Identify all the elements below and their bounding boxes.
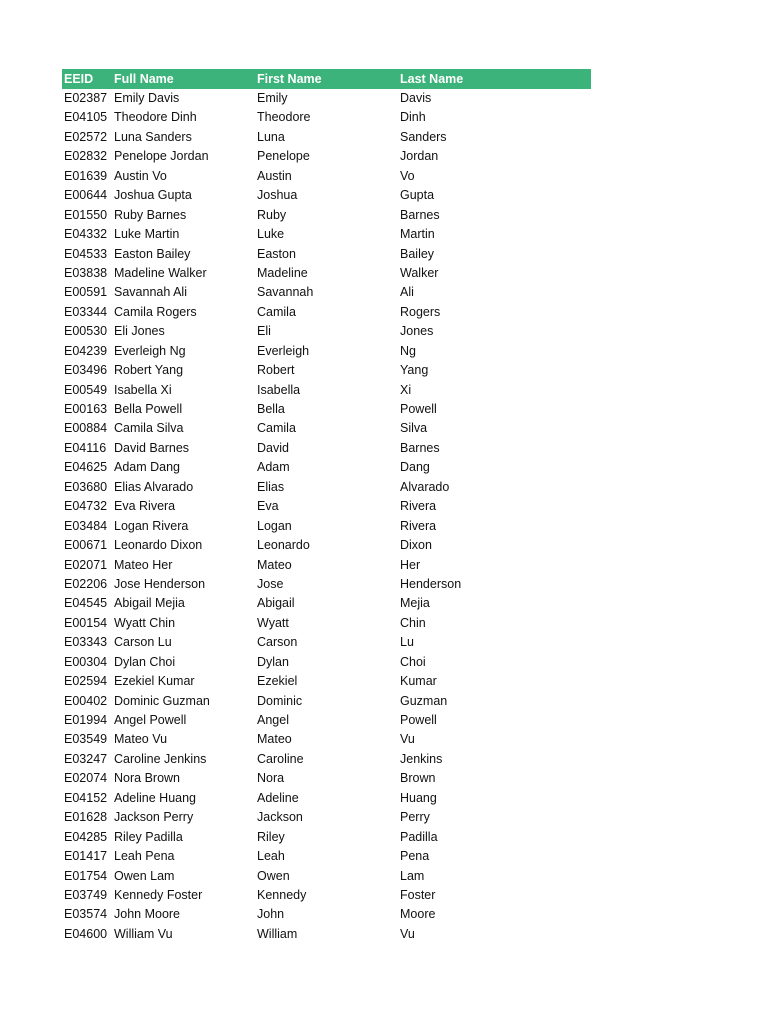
last-name-cell: Rivera [400, 499, 437, 514]
full-name-cell: Caroline Jenkins [114, 751, 207, 766]
first-name-cell: Wyatt [257, 615, 289, 630]
last-name-cell: Rivera [400, 518, 437, 533]
eeid-cell: E04625 [64, 460, 108, 475]
last-name-cell: Jones [400, 324, 434, 339]
first-name-cell: Theodore [257, 110, 311, 125]
eeid-cell: E04285 [64, 829, 108, 844]
eeid-cell: E04600 [64, 926, 108, 941]
eeid-cell: E01754 [64, 868, 108, 883]
header-first-name: First Name [255, 69, 398, 89]
full-name-cell: Madeline Walker [114, 265, 207, 280]
full-name-cell: Everleigh Ng [114, 343, 186, 358]
first-name-cell: Madeline [257, 265, 308, 280]
eeid-cell: E00671 [64, 538, 108, 553]
full-name-cell: Dominic Guzman [114, 693, 210, 708]
last-name-cell: Barnes [400, 207, 440, 222]
eeid-cell: E01550 [64, 207, 108, 222]
first-name-cell: David [257, 440, 289, 455]
eeid-cell: E04105 [64, 110, 108, 125]
full-name-cell: Ezekiel Kumar [114, 674, 195, 689]
last-name-cell: Padilla [400, 829, 438, 844]
eeid-cell: E02832 [64, 149, 108, 164]
full-name-cell: Camila Silva [114, 421, 184, 436]
last-name-cell: Vu [400, 926, 415, 941]
last-name-cell: Henderson [400, 576, 462, 591]
first-name-cell: Abigail [257, 596, 295, 611]
first-name-cell: Kennedy [257, 887, 307, 902]
last-name-cell: Xi [400, 382, 412, 397]
eeid-cell: E03680 [64, 479, 108, 494]
first-name-cell: Mateo [257, 732, 292, 747]
last-name-cell: Ng [400, 343, 416, 358]
eeid-cell: E01639 [64, 168, 108, 183]
last-name-cell: Jordan [400, 149, 439, 164]
eeid-cell: E02387 [64, 91, 108, 105]
first-name-cell: Penelope [257, 149, 310, 164]
last-name-cell: Barnes [400, 440, 440, 455]
eeid-cell: E02206 [64, 576, 108, 591]
first-name-cell: Savannah [257, 285, 314, 300]
first-name-cell: Emily [257, 91, 288, 105]
first-name-cell: Leonardo [257, 538, 310, 553]
first-name-cell: Eva [257, 499, 279, 514]
last-name-cell: Bailey [400, 246, 435, 261]
full-name-cell: Adam Dang [114, 460, 181, 475]
full-name-cell: Elias Alvarado [114, 479, 194, 494]
eeid-cell: E04545 [64, 596, 108, 611]
eeid-cell: E00644 [64, 188, 108, 203]
full-name-cell: Luke Martin [114, 227, 180, 242]
first-name-cell: Camila [257, 304, 296, 319]
first-name-cell: Mateo [257, 557, 292, 572]
last-name-cell: Ali [400, 285, 414, 300]
full-name-cell: Joshua Gupta [114, 188, 192, 203]
full-name-cell: Angel Powell [114, 713, 187, 727]
eeid-cell: E03343 [64, 635, 108, 650]
first-name-cell: Adeline [257, 790, 299, 805]
full-name-cell: Penelope Jordan [114, 149, 209, 164]
first-name-cell: Riley [257, 829, 285, 844]
employee-table [62, 69, 591, 944]
full-name-cell: Leah Pena [114, 849, 175, 864]
first-name-cell: Ezekiel [257, 674, 298, 689]
eeid-cell: E03247 [64, 751, 108, 766]
eeid-cell: E00163 [64, 402, 108, 416]
last-name-cell: Moore [400, 907, 436, 922]
full-name-cell: Adeline Huang [114, 790, 197, 805]
eeid-cell: E04152 [64, 790, 108, 805]
full-name-cell: Robert Yang [114, 363, 184, 378]
eeid-cell: E02594 [64, 674, 108, 689]
first-name-cell: John [257, 907, 285, 922]
full-name-cell: Abigail Mejia [114, 596, 185, 611]
eeid-cell: E00154 [64, 615, 108, 630]
eeid-cell: E01994 [64, 713, 108, 727]
first-name-cell: Luke [257, 227, 285, 242]
full-name-cell: William Vu [114, 926, 173, 941]
last-name-cell: Lu [400, 635, 414, 650]
last-name-cell: Gupta [400, 188, 435, 203]
first-name-cell: Camila [257, 421, 296, 436]
full-name-cell: David Barnes [114, 440, 190, 455]
last-name-cell: Huang [400, 790, 437, 805]
full-name-cell: Mateo Her [114, 557, 173, 572]
last-name-cell: Vo [400, 168, 415, 183]
header-full-name: Full Name [112, 69, 255, 89]
full-name-cell: Theodore Dinh [114, 110, 197, 125]
full-name-cell: Carson Lu [114, 635, 172, 650]
eeid-cell: E01417 [64, 849, 108, 864]
full-name-cell: Nora Brown [114, 771, 180, 786]
last-name-cell: Her [400, 557, 421, 572]
last-name-cell: Kumar [400, 674, 437, 689]
last-name-cell: Pena [400, 849, 430, 864]
first-name-cell: Everleigh [257, 343, 310, 358]
eeid-cell: E00304 [64, 654, 108, 669]
last-name-cell: Rogers [400, 304, 441, 319]
full-name-cell: Ruby Barnes [114, 207, 187, 222]
full-name-cell: Mateo Vu [114, 732, 168, 747]
eeid-cell: E02572 [64, 129, 108, 144]
first-name-cell: Robert [257, 363, 295, 378]
first-name-cell: Nora [257, 771, 285, 786]
eeid-cell: E03549 [64, 732, 108, 747]
last-name-cell: Foster [400, 887, 436, 902]
eeid-cell: E03344 [64, 304, 108, 319]
full-name-cell: Wyatt Chin [114, 615, 176, 630]
eeid-cell: E04732 [64, 499, 108, 514]
last-name-cell: Vu [400, 732, 415, 747]
last-name-cell: Powell [400, 402, 437, 416]
first-name-cell: William [257, 926, 298, 941]
eeid-cell: E04239 [64, 343, 108, 358]
first-name-cell: Bella [257, 402, 285, 416]
first-name-cell: Dylan [257, 654, 289, 669]
first-name-cell: Dominic [257, 693, 303, 708]
eeid-cell: E00884 [64, 421, 108, 436]
full-name-cell: Leonardo Dixon [114, 538, 203, 553]
last-name-cell: Alvarado [400, 479, 450, 494]
table-grid [62, 69, 591, 944]
full-name-cell: Savannah Ali [114, 285, 187, 300]
last-name-cell: Choi [400, 654, 426, 669]
full-name-cell: Easton Bailey [114, 246, 191, 261]
last-name-cell: Davis [400, 91, 432, 105]
first-name-cell: Austin [257, 168, 292, 183]
eeid-cell: E04533 [64, 246, 108, 261]
full-name-cell: Eva Rivera [114, 499, 176, 514]
last-name-cell: Mejia [400, 596, 430, 611]
eeid-cell: E02071 [64, 557, 108, 572]
full-name-cell: Austin Vo [114, 168, 167, 183]
eeid-cell: E03574 [64, 907, 108, 922]
eeid-cell: E00549 [64, 382, 108, 397]
first-name-cell: Joshua [257, 188, 298, 203]
last-name-cell: Sanders [400, 129, 447, 144]
first-name-cell: Owen [257, 868, 290, 883]
first-name-cell: Ruby [257, 207, 287, 222]
last-name-cell: Walker [400, 265, 439, 280]
full-name-cell: Kennedy Foster [114, 887, 203, 902]
eeid-cell: E03484 [64, 518, 108, 533]
last-name-cell: Dang [400, 460, 430, 475]
full-name-cell: Owen Lam [114, 868, 175, 883]
first-name-cell: Leah [257, 849, 285, 864]
last-name-cell: Guzman [400, 693, 448, 708]
full-name-cell: Luna Sanders [114, 129, 192, 144]
full-name-cell: Logan Rivera [114, 518, 189, 533]
first-name-cell: Adam [257, 460, 290, 475]
last-name-cell: Lam [400, 868, 425, 883]
last-name-cell: Yang [400, 363, 429, 378]
full-name-cell: Eli Jones [114, 324, 165, 339]
eeid-cell: E03496 [64, 363, 108, 378]
full-name-cell: Isabella Xi [114, 382, 172, 397]
first-name-cell: Isabella [257, 382, 301, 397]
first-name-cell: Jackson [257, 810, 303, 825]
eeid-cell: E03838 [64, 265, 108, 280]
first-name-cell: Easton [257, 246, 296, 261]
full-name-cell: Dylan Choi [114, 654, 176, 669]
last-name-cell: Dixon [400, 538, 432, 553]
eeid-cell: E04332 [64, 227, 108, 242]
eeid-cell: E01628 [64, 810, 108, 825]
eeid-cell: E04116 [64, 440, 107, 455]
header-last-name: Last Name [398, 69, 591, 89]
eeid-cell: E02074 [64, 771, 108, 786]
eeid-cell: E00402 [64, 693, 108, 708]
full-name-cell: Bella Powell [114, 402, 183, 416]
full-name-cell: John Moore [114, 907, 181, 922]
first-name-cell: Logan [257, 518, 292, 533]
first-name-cell: Angel [257, 713, 289, 727]
first-name-cell: Carson [257, 635, 298, 650]
last-name-cell: Brown [400, 771, 436, 786]
full-name-cell: Emily Davis [114, 91, 180, 105]
first-name-cell: Caroline [257, 751, 304, 766]
full-name-cell: Riley Padilla [114, 829, 183, 844]
last-name-cell: Perry [400, 810, 430, 825]
header-eeid: EEID [62, 69, 112, 89]
last-name-cell: Dinh [400, 110, 426, 125]
eeid-cell: E00530 [64, 324, 108, 339]
last-name-cell: Silva [400, 421, 428, 436]
last-name-cell: Jenkins [400, 751, 443, 766]
last-name-cell: Martin [400, 227, 435, 242]
full-name-cell: Jackson Perry [114, 810, 194, 825]
full-name-cell: Jose Henderson [114, 576, 206, 591]
eeid-cell: E00591 [64, 285, 108, 300]
first-name-cell: Eli [257, 324, 271, 339]
first-name-cell: Elias [257, 479, 285, 494]
full-name-cell: Camila Rogers [114, 304, 197, 319]
eeid-cell: E03749 [64, 887, 108, 902]
last-name-cell: Chin [400, 615, 426, 630]
first-name-cell: Jose [257, 576, 284, 591]
first-name-cell: Luna [257, 129, 285, 144]
last-name-cell: Powell [400, 713, 437, 727]
